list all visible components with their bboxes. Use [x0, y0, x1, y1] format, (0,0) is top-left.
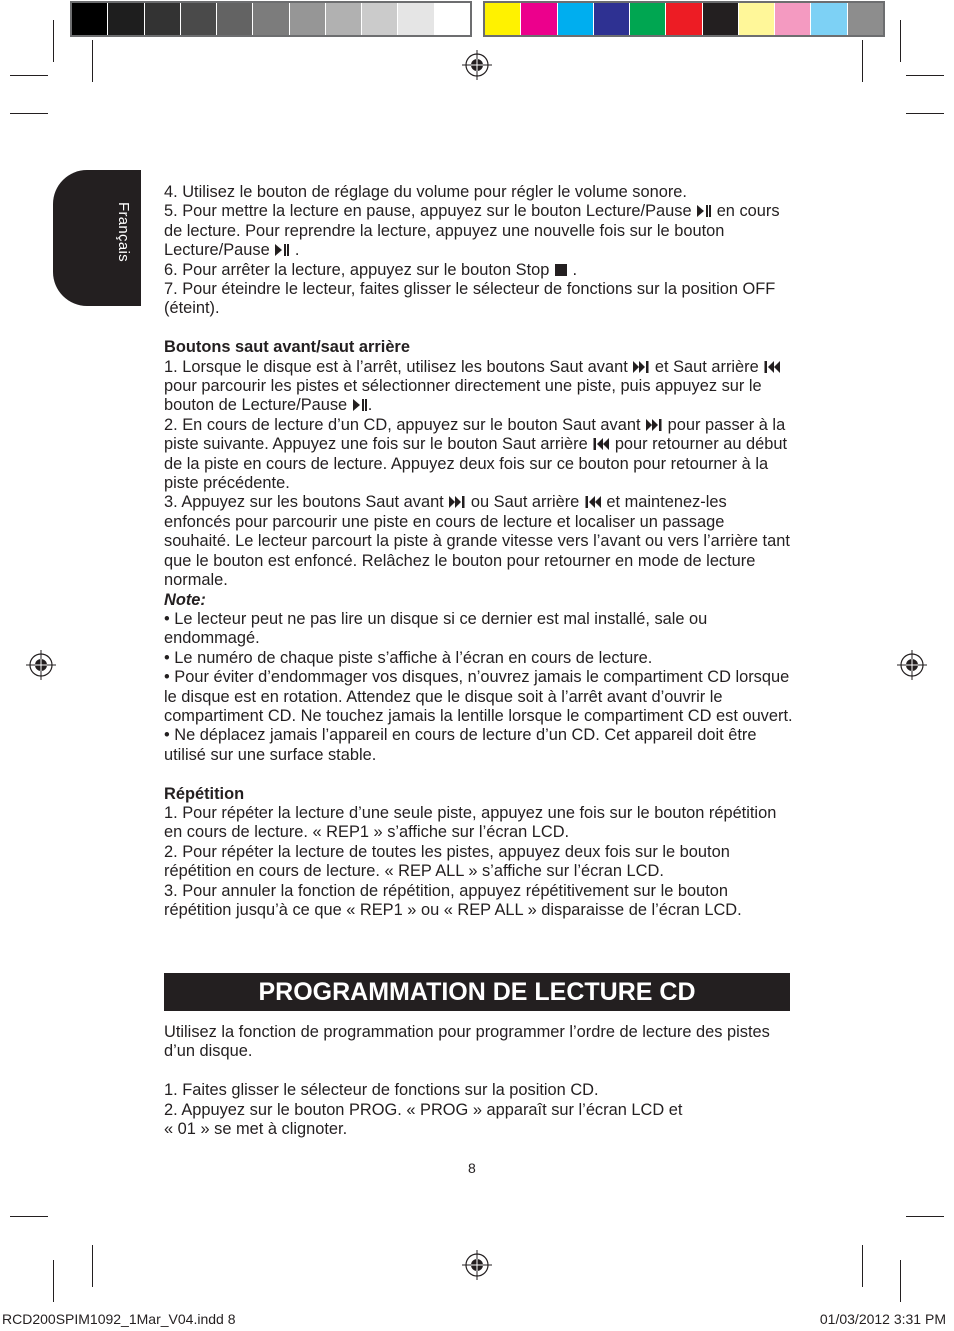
color-swatch: [703, 3, 739, 35]
step-4: 4. Utilisez le bouton de réglage du volume pour régler le volume sonore.: [164, 183, 687, 201]
crop-mark: [906, 113, 944, 114]
program-step: 2. Appuyez sur le bouton PROG. « PROG » apparaît sur l’écran LCD et: [164, 1100, 683, 1119]
program-step: 1. Faites glisser le sélecteur de fonctions sur la position CD.: [164, 1081, 599, 1100]
section-title-bar: PROGRAMMATION DE LECTURE CD: [164, 973, 790, 1011]
repeat-section-heading: Répétition: [164, 784, 245, 803]
skip-section-heading: Boutons saut avant/saut arrière: [164, 338, 410, 357]
page-number: 8: [468, 1160, 476, 1176]
color-swatch: [739, 3, 775, 35]
step-7: 7. Pour éteindre le lecteur, faites glisser le sélecteur de fonctions sur la position OFF (éteint).: [164, 280, 776, 318]
color-swatch: [521, 3, 557, 35]
color-swatch: [145, 3, 181, 35]
skip-back-icon: [584, 495, 602, 509]
color-swatch: [811, 3, 847, 35]
grayscale-color-bar: [70, 1, 472, 37]
crop-mark: [10, 75, 48, 76]
color-swatch: [485, 3, 521, 35]
skip-back-icon: [592, 437, 610, 451]
step-5: 5. Pour mettre la lecture en pause, appuyez sur le bouton Lecture/Pause en cours de lecture. Pour reprendre la lecture, appuyez une nouvelle fois sur le bouton Lecture/Pause .: [164, 202, 780, 260]
color-swatch: [290, 3, 326, 35]
crop-mark: [53, 20, 54, 62]
crop-mark: [92, 40, 93, 82]
color-swatch: [108, 3, 144, 35]
crop-mark: [900, 20, 901, 62]
crop-mark: [906, 75, 944, 76]
play-pause-icon: [696, 204, 712, 218]
crop-mark: [862, 1245, 863, 1287]
color-swatch: [217, 3, 253, 35]
note-item: • Le lecteur peut ne pas lire un disque si ce dernier est mal installé, sale ou endommagé.: [164, 609, 708, 648]
note-item: • Ne déplacez jamais l’appareil en cours de lecture d’un CD. Cet appareil doit être utilisé sur une surface stable.: [164, 726, 757, 764]
crop-mark: [53, 1260, 54, 1302]
crop-mark: [10, 113, 48, 114]
color-swatch: [253, 3, 289, 35]
crop-mark: [92, 1245, 93, 1287]
color-swatch: [398, 3, 434, 35]
registration-mark-icon: [26, 650, 56, 680]
color-swatch: [326, 3, 362, 35]
language-tab-label: Français: [115, 202, 132, 262]
registration-mark-icon: [462, 1250, 492, 1280]
play-pause-icon: [352, 398, 368, 412]
note-label: Note:: [164, 590, 206, 609]
program-step-continued: « 01 » se met à clignoter.: [164, 1120, 348, 1139]
repeat-item: 3. Pour annuler la fonction de répétition, appuyez répétitivement sur le bouton répétition jusqu’à ce que « REP1 » ou « REP ALL » disparaisse de l’écran LCD.: [164, 881, 742, 919]
skip-forward-icon: [448, 495, 466, 509]
repeat-item: 2. Pour répéter la lecture de toutes les pistes, appuyez deux fois sur le bouton répétition en cours de lecture. « REP ALL » s’affiche sur l’écran LCD.: [164, 842, 730, 881]
stop-icon: [554, 263, 568, 277]
step-6: 6. Pour arrêter la lecture, appuyez sur le bouton Stop .: [164, 260, 578, 279]
skip-forward-icon: [632, 360, 650, 374]
crop-mark: [900, 1260, 901, 1302]
crop-mark: [906, 1216, 944, 1217]
play-pause-icon: [274, 243, 290, 257]
main-text: [164, 183, 794, 920]
skip-back-icon: [763, 360, 781, 374]
color-swatch: [362, 3, 398, 35]
registration-mark-icon: [897, 650, 927, 680]
color-swatch: [558, 3, 594, 35]
program-text: [164, 1023, 794, 1139]
skip-para-2: 2. En cours de lecture d’un CD, appuyez sur le bouton Saut avant pour passer à la piste suivante. Appuyez une fois sur le bouton Saut arrière pour retourner au début de la piste en cours de lecture. Appuyez deux fois sur ce bouton pour retourner à la piste précédente.: [164, 415, 788, 493]
color-swatch: [181, 3, 217, 35]
footer-file-info: RCD200SPIM1092_1Mar_V04.indd 8: [2, 1311, 236, 1327]
skip-para-1: 1. Lorsque le disque est à l’arrêt, utilisez les boutons Saut avant et Saut arrière pour parcourir les pistes et sélectionner directement une piste, puis appuyez sur le bouton de Lecture/Pause .: [164, 358, 794, 416]
registration-mark-icon: [462, 50, 492, 80]
color-swatch: [72, 3, 108, 35]
repeat-item: 1. Pour répéter la lecture d’une seule piste, appuyez une fois sur le bouton répétition en cours de lecture. « REP1 » s’affiche sur l’écran LCD.: [164, 803, 777, 842]
note-item: • Le numéro de chaque piste s’affiche à l’écran en cours de lecture.: [164, 648, 653, 667]
crop-mark: [862, 40, 863, 82]
color-swatch: [666, 3, 702, 35]
color-swatch: [775, 3, 811, 35]
color-swatch: [848, 3, 883, 35]
process-color-bar: [483, 1, 885, 37]
skip-forward-icon: [645, 418, 663, 432]
crop-mark: [10, 1216, 48, 1217]
program-intro: Utilisez la fonction de programmation pour programmer l’ordre de lecture des pistes d’un disque.: [164, 1023, 770, 1061]
color-swatch: [594, 3, 630, 35]
color-swatch: [630, 3, 666, 35]
color-swatch: [435, 3, 470, 35]
note-item: • Pour éviter d’endommager vos disques, n’ouvrez jamais le compartiment CD lorsque le disque est en rotation. Attendez que le disque soit à l’arrêt avant d’ouvrir le compartiment CD. Ne touchez jamais la lentille lorsque le compartiment CD est ouvert.: [164, 668, 793, 725]
footer-date-time: 01/03/2012 3:31 PM: [819, 1311, 946, 1327]
skip-para-3: 3. Appuyez sur les boutons Saut avant ou Saut arrière et maintenez-les enfoncés pour parcourir une piste en cours de lecture et localiser un passage souhaité. Le lecteur parcourt la piste à grande vitesse vers l’avant ou vers l’arrière tant que le bouton est enfoncé. Relâchez le bouton pour retourner en mode de lecture normale.: [164, 493, 790, 590]
